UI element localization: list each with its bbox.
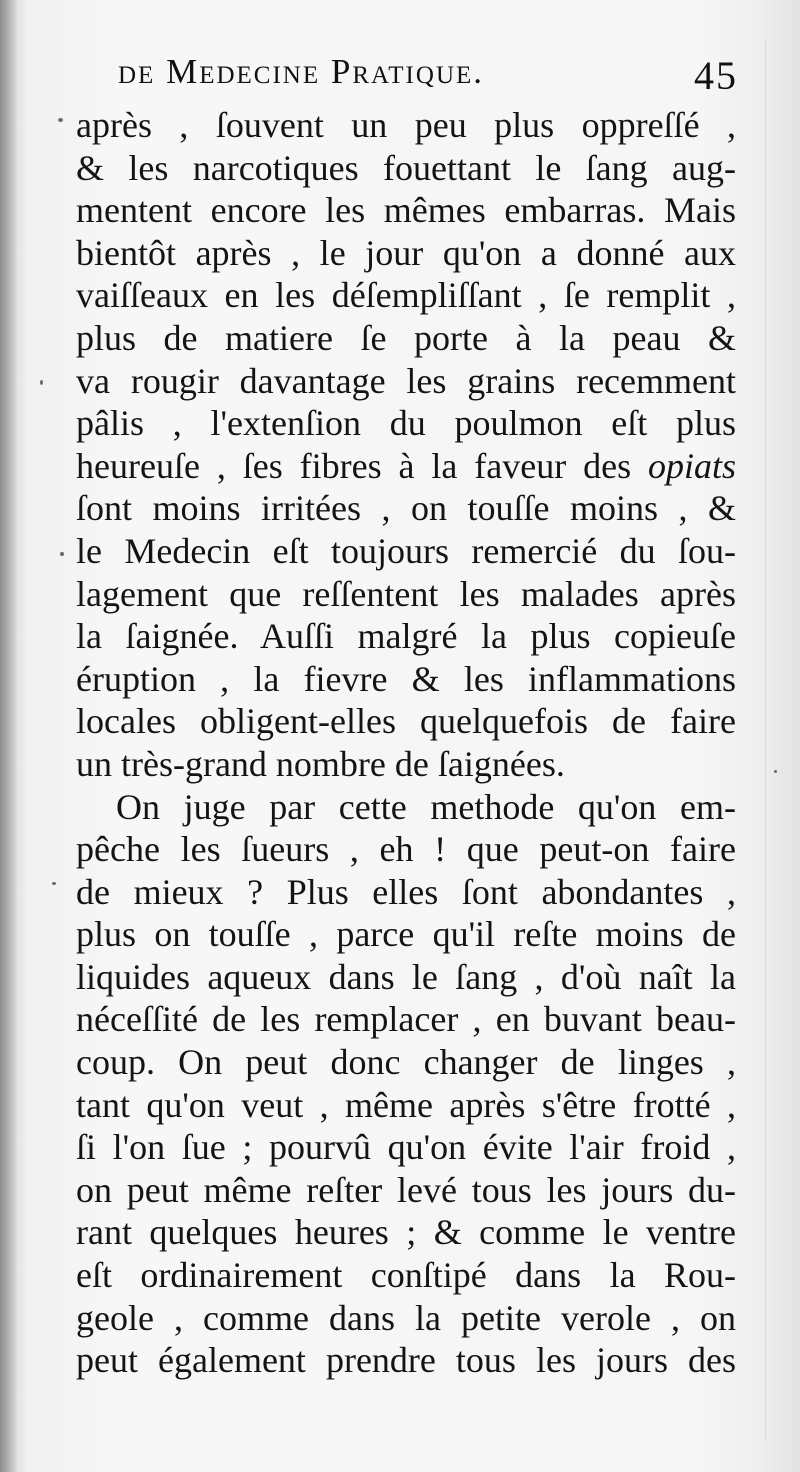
text-line: vaiſſeaux en les déſempliſſant , ſe remplit ,: [76, 275, 736, 316]
text-line: tant qu'on veut , même après s'être frotté ,: [76, 1084, 736, 1125]
text-line: éruption , la fievre & les inflammations: [76, 658, 736, 699]
page-edge: [765, 40, 766, 1440]
text-line: & les narcotiques fouettant le ſang aug-: [76, 147, 736, 188]
running-head: [118, 52, 738, 112]
text-line: lagement que reſſentent les malades après: [76, 573, 736, 614]
paper-speck: [774, 770, 777, 773]
text-line: le Medecin eſt toujours remercié du ſou-: [76, 530, 736, 571]
text-line: rant quelques heures ; & comme le ventre: [76, 1212, 736, 1253]
running-head-title: de Medecine Pratique.: [118, 52, 485, 91]
paper-speck: [52, 882, 56, 885]
text-line: eſt ordinairement conſtipé dans la Rou-: [76, 1255, 736, 1296]
body-text: [76, 104, 736, 1382]
text-line: pâlis , l'extenſion du poulmon eſt plus: [76, 403, 736, 444]
text-line-paragraph-start: On juge par cette methode qu'on em-: [116, 786, 736, 827]
text-line: ſont moins irritées , on touſſe moins , &: [76, 488, 736, 529]
paper-speck: [60, 552, 64, 556]
text-line: plus on touſſe , parce qu'il reſte moins de: [76, 914, 736, 955]
text-line: après , ſouvent un peu plus oppreſſé ,: [76, 105, 736, 145]
text-line: liquides aqueux dans le ſang , d'où naît la: [76, 956, 736, 997]
text-line: heureuſe , ſes fibres à la faveur des opiats: [76, 445, 736, 486]
italic-word: opiats: [647, 445, 736, 486]
text-line: ſi l'on ſue ; pourvû qu'on évite l'air froid ,: [76, 1127, 736, 1168]
text-line: la ſaignée. Auſſi malgré la plus copieuſe: [76, 616, 736, 657]
text-line: plus de matiere ſe porte à la peau &: [76, 317, 736, 358]
text-line: pêche les ſueurs , eh ! que peut-on faire: [76, 829, 736, 870]
text-line: on peut même reſter levé tous les jours du-: [76, 1169, 736, 1210]
text-line: de mieux ? Plus elles ſont abondantes ,: [76, 871, 736, 912]
text-line: bientôt après , le jour qu'on a donné aux: [76, 232, 736, 273]
text-line: locales obligent-elles quelquefois de faire: [76, 701, 736, 742]
text-line: coup. On peut donc changer de linges ,: [76, 1042, 736, 1083]
paper-speck: [40, 380, 43, 385]
text-line: mentent encore les mêmes embarras. Mais: [76, 190, 736, 231]
text-line: un très-grand nombre de ſaignées.: [76, 743, 565, 784]
gutter-shadow: [0, 0, 18, 1472]
page-number: 45: [694, 53, 738, 98]
text-line: néceſſité de les remplacer , en buvant beau-: [76, 999, 736, 1040]
text-line: geole , comme dans la petite verole , on: [76, 1297, 736, 1338]
text-line: va rougir davantage les grains recemment: [76, 360, 736, 401]
text-line: peut également prendre tous les jours des: [76, 1340, 736, 1381]
paper-speck: [58, 118, 63, 122]
